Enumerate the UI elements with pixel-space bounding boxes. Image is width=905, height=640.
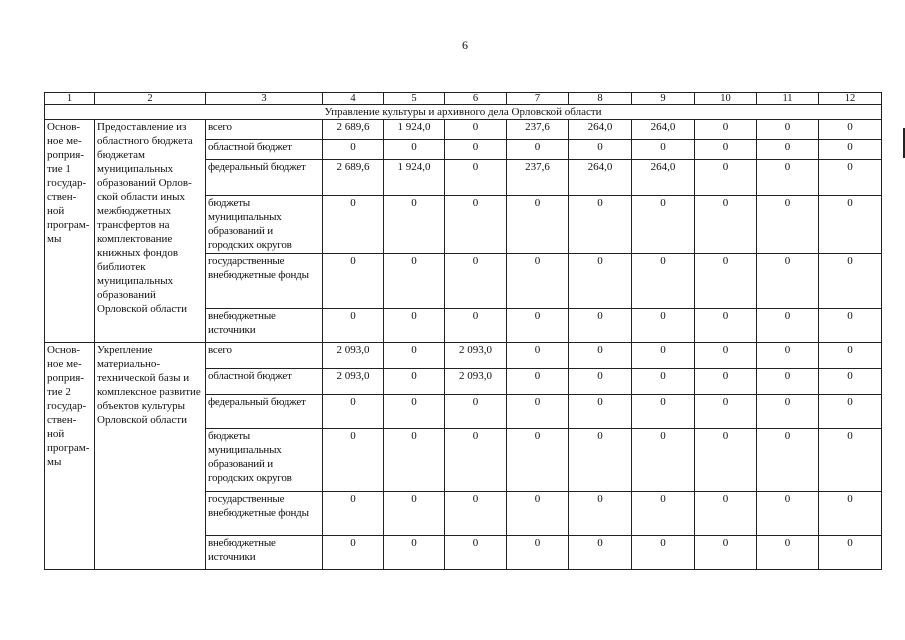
section-row	[45, 105, 882, 120]
value-cell: 0	[632, 254, 695, 309]
value-cell: 1 924,0	[384, 120, 445, 140]
value-cell: 0	[757, 120, 819, 140]
column-header: 10	[695, 93, 757, 105]
value-cell: 0	[819, 140, 882, 160]
value-cell: 0	[757, 429, 819, 492]
value-cell: 0	[757, 343, 819, 369]
funding-source: всего	[206, 343, 323, 369]
funding-source: областной бюджет	[206, 369, 323, 395]
value-cell: 0	[819, 309, 882, 343]
value-cell: 237,6	[507, 120, 569, 140]
value-cell: 0	[819, 120, 882, 140]
value-cell: 0	[445, 309, 507, 343]
value-cell: 0	[445, 196, 507, 254]
value-cell: 0	[507, 196, 569, 254]
value-cell: 0	[445, 120, 507, 140]
value-cell: 0	[569, 492, 632, 536]
value-cell: 0	[757, 254, 819, 309]
value-cell: 0	[757, 536, 819, 570]
value-cell: 0	[632, 395, 695, 429]
value-cell: 237,6	[507, 160, 569, 196]
funding-source: внебюджетные источники	[206, 309, 323, 343]
value-cell: 0	[323, 254, 384, 309]
value-cell: 264,0	[632, 160, 695, 196]
event-label: Основ-ное ме-роприя-тие 2 государ-ствен-ной програм-мы	[45, 343, 95, 570]
value-cell: 0	[632, 492, 695, 536]
value-cell: 0	[569, 140, 632, 160]
value-cell: 0	[695, 254, 757, 309]
table-row	[45, 343, 882, 369]
column-header: 11	[757, 93, 819, 105]
value-cell: 0	[384, 536, 445, 570]
value-cell: 0	[695, 196, 757, 254]
value-cell: 2 093,0	[323, 369, 384, 395]
value-cell: 0	[695, 120, 757, 140]
column-header: 9	[632, 93, 695, 105]
value-cell: 2 093,0	[445, 369, 507, 395]
value-cell: 0	[384, 140, 445, 160]
value-cell: 0	[819, 536, 882, 570]
value-cell: 0	[819, 160, 882, 196]
value-cell: 0	[632, 343, 695, 369]
value-cell: 0	[569, 196, 632, 254]
value-cell: 0	[323, 395, 384, 429]
value-cell: 0	[632, 140, 695, 160]
value-cell: 1 924,0	[384, 160, 445, 196]
value-cell: 0	[445, 254, 507, 309]
value-cell: 0	[632, 536, 695, 570]
value-cell: 0	[695, 429, 757, 492]
value-cell: 0	[819, 395, 882, 429]
column-header: 12	[819, 93, 882, 105]
funding-source: государственные внебюджетные фонды	[206, 254, 323, 309]
column-header: 2	[95, 93, 206, 105]
value-cell: 0	[507, 492, 569, 536]
funding-source: всего	[206, 120, 323, 140]
value-cell: 0	[384, 196, 445, 254]
value-cell: 0	[445, 140, 507, 160]
value-cell: 0	[507, 395, 569, 429]
value-cell: 0	[323, 492, 384, 536]
value-cell: 0	[819, 492, 882, 536]
value-cell: 0	[819, 254, 882, 309]
value-cell: 0	[632, 369, 695, 395]
value-cell: 264,0	[632, 120, 695, 140]
event-label: Основ-ное ме-роприя-тие 1 государ-ствен-ной програм-мы	[45, 120, 95, 343]
value-cell: 0	[569, 429, 632, 492]
value-cell: 0	[445, 160, 507, 196]
value-cell: 0	[695, 140, 757, 160]
value-cell: 0	[507, 140, 569, 160]
value-cell: 0	[632, 196, 695, 254]
value-cell: 0	[695, 492, 757, 536]
value-cell: 0	[323, 309, 384, 343]
value-cell: 0	[569, 254, 632, 309]
value-cell: 0	[384, 369, 445, 395]
value-cell: 0	[384, 343, 445, 369]
funding-source: областной бюджет	[206, 140, 323, 160]
value-cell: 0	[507, 429, 569, 492]
value-cell: 0	[757, 309, 819, 343]
value-cell: 0	[384, 254, 445, 309]
funding-source: федеральный бюджет	[206, 160, 323, 196]
value-cell: 0	[384, 429, 445, 492]
value-cell: 0	[569, 536, 632, 570]
value-cell: 0	[819, 429, 882, 492]
event-description: Укрепление материально-технической базы и комплексное развитие объектов культуры Орловской области	[95, 343, 206, 570]
value-cell: 0	[569, 369, 632, 395]
value-cell: 0	[384, 492, 445, 536]
value-cell: 0	[507, 536, 569, 570]
value-cell: 0	[819, 196, 882, 254]
funding-source: бюджеты муниципальных образований и городских округов	[206, 196, 323, 254]
value-cell: 0	[323, 429, 384, 492]
table-row	[45, 120, 882, 140]
value-cell: 0	[445, 395, 507, 429]
column-header: 7	[507, 93, 569, 105]
value-cell: 0	[819, 369, 882, 395]
value-cell: 264,0	[569, 160, 632, 196]
value-cell: 0	[507, 369, 569, 395]
value-cell: 0	[819, 343, 882, 369]
page-number: 6	[462, 38, 468, 52]
funding-source: бюджеты муниципальных образований и городских округов	[206, 429, 323, 492]
column-header: 1	[45, 93, 95, 105]
value-cell: 0	[445, 492, 507, 536]
column-number-row	[45, 93, 882, 105]
column-header: 6	[445, 93, 507, 105]
value-cell: 0	[695, 343, 757, 369]
budget-table	[44, 92, 882, 570]
value-cell: 0	[757, 160, 819, 196]
value-cell: 0	[632, 309, 695, 343]
value-cell: 2 689,6	[323, 160, 384, 196]
value-cell: 0	[323, 196, 384, 254]
value-cell: 0	[632, 429, 695, 492]
value-cell: 0	[695, 536, 757, 570]
value-cell: 0	[445, 536, 507, 570]
value-cell: 2 689,6	[323, 120, 384, 140]
value-cell: 0	[757, 395, 819, 429]
value-cell: 0	[695, 395, 757, 429]
column-header: 4	[323, 93, 384, 105]
value-cell: 0	[757, 369, 819, 395]
value-cell: 0	[757, 140, 819, 160]
value-cell: 0	[569, 309, 632, 343]
value-cell: 0	[695, 369, 757, 395]
value-cell: 0	[695, 309, 757, 343]
value-cell: 2 093,0	[445, 343, 507, 369]
value-cell: 0	[569, 395, 632, 429]
value-cell: 0	[757, 196, 819, 254]
value-cell: 0	[757, 492, 819, 536]
funding-source: федеральный бюджет	[206, 395, 323, 429]
value-cell: 0	[507, 343, 569, 369]
value-cell: 0	[323, 536, 384, 570]
funding-source: государственные внебюджетные фонды	[206, 492, 323, 536]
value-cell: 0	[507, 309, 569, 343]
value-cell: 264,0	[569, 120, 632, 140]
column-header: 3	[206, 93, 323, 105]
event-description: Предоставление из областного бюджета бюджетам муниципальных образований Орлов-ской области иных межбюджетных трансфертов на комплектование книжных фондов библиотек муниципальных образований Орловской области	[95, 120, 206, 343]
value-cell: 0	[695, 160, 757, 196]
value-cell: 0	[569, 343, 632, 369]
value-cell: 0	[384, 395, 445, 429]
value-cell: 2 093,0	[323, 343, 384, 369]
funding-source: внебюджетные источники	[206, 536, 323, 570]
column-header: 8	[569, 93, 632, 105]
value-cell: 0	[384, 309, 445, 343]
value-cell: 0	[323, 140, 384, 160]
section-title: Управление культуры и архивного дела Орловской области	[45, 105, 882, 120]
column-header: 5	[384, 93, 445, 105]
value-cell: 0	[507, 254, 569, 309]
value-cell: 0	[445, 429, 507, 492]
